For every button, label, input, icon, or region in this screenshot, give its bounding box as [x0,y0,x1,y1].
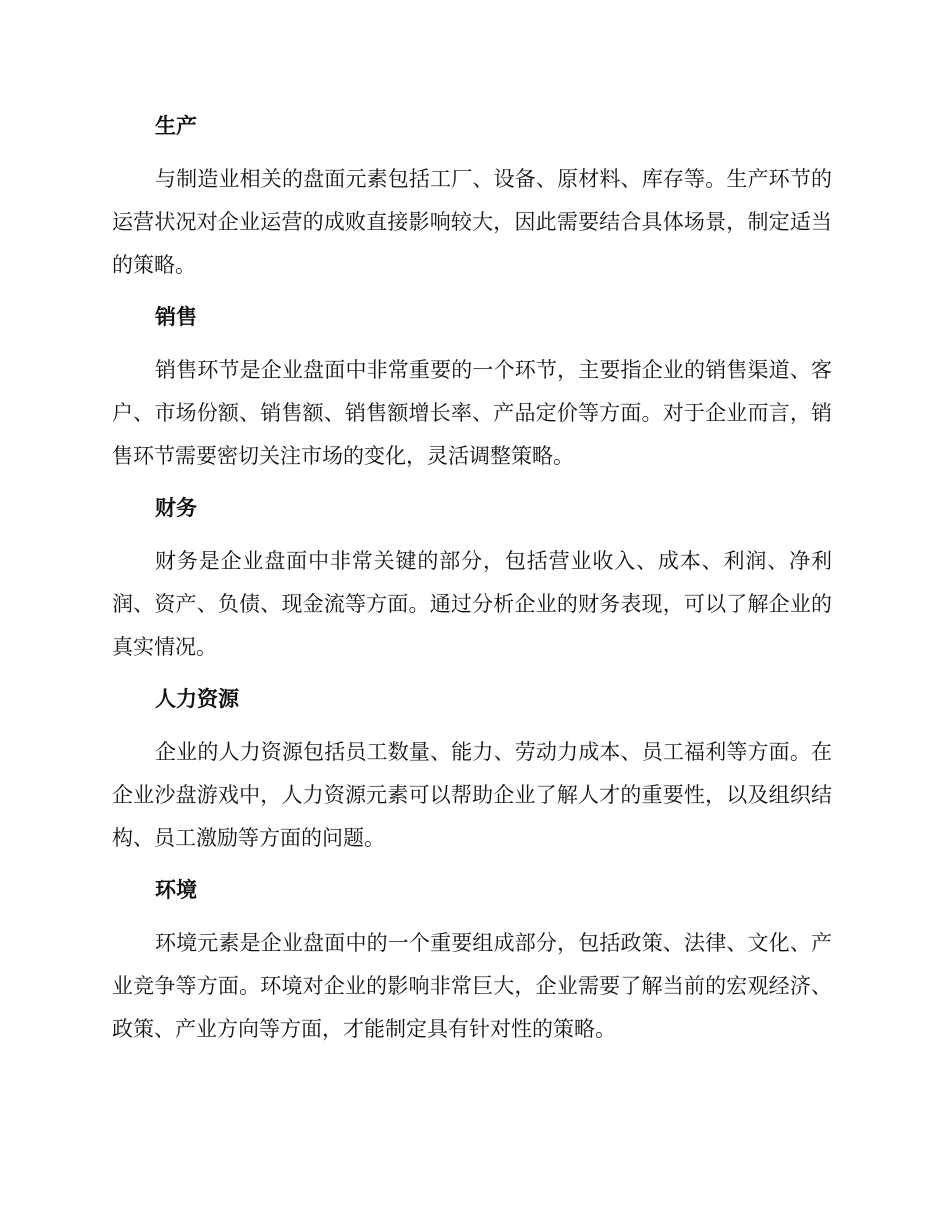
section-paragraph: 财务是企业盘面中非常关键的部分，包括营业收入、成本、利润、净利润、资产、负债、现金流等方面。通过分析企业的财务表现，可以了解企业的真实情况。 [112,549,832,659]
section-heading: 财务 [155,496,197,520]
section-production [112,108,832,287]
section-heading: 人力资源 [155,687,239,711]
section-paragraph: 环境元素是企业盘面中的一个重要组成部分，包括政策、法律、文化、产业竞争等方面。环境对企业的影响非常巨大，企业需要了解当前的宏观经济、政策、产业方向等方面，才能制定具有针对性的策略。 [112,931,832,1041]
section-paragraph: 企业的人力资源包括员工数量、能力、劳动力成本、员工福利等方面。在企业沙盘游戏中，人力资源元素可以帮助企业了解人才的重要性，以及组织结构、员工激励等方面的问题。 [112,740,832,850]
section-heading: 环境 [155,878,197,902]
section-heading: 销售 [155,305,197,329]
section-heading: 生产 [155,114,197,138]
section-paragraph: 与制造业相关的盘面元素包括工厂、设备、原材料、库存等。生产环节的运营状况对企业运营的成败直接影响较大，因此需要结合具体场景，制定适当的策略。 [112,167,832,277]
section-sales [112,299,832,478]
document-page [112,108,832,1063]
section-human-resources [112,681,832,860]
section-environment [112,872,832,1051]
section-finance [112,490,832,669]
section-paragraph: 销售环节是企业盘面中非常重要的一个环节，主要指企业的销售渠道、客户、市场份额、销售额、销售额增长率、产品定价等方面。对于企业而言，销售环节需要密切关注市场的变化，灵活调整策略。 [112,358,832,468]
